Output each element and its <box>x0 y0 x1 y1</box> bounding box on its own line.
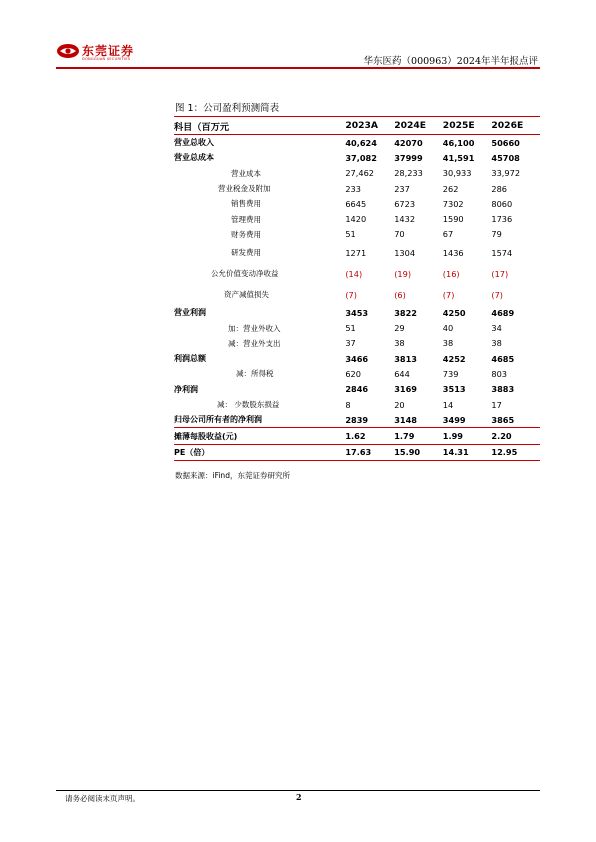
table-cell: 67 <box>442 229 454 240</box>
row-label: 公允价值变动净收益 <box>211 269 279 279</box>
table-cell: 3466 <box>345 353 369 364</box>
table-cell: 3822 <box>394 307 417 318</box>
table-row <box>174 284 540 305</box>
table-cell: 1736 <box>491 214 513 225</box>
table-cell: 1.99 <box>443 428 492 444</box>
table-cell: 620 <box>345 368 361 379</box>
table-cell: (16) <box>442 268 460 279</box>
table-cell: 70 <box>394 229 405 240</box>
table-row <box>174 336 540 351</box>
table-cell: 8 <box>345 399 351 410</box>
table-cell: 4689 <box>491 307 515 318</box>
table-cell: 51 <box>345 323 356 334</box>
logo-text: 东莞证券 <box>82 44 135 58</box>
table-cell: 27,462 <box>345 168 374 179</box>
page-number: 2 <box>296 792 302 802</box>
logo-subtitle: DONGGUAN SECURITIES <box>82 57 131 61</box>
table-row <box>174 227 540 242</box>
table-cell: (14) <box>345 268 363 279</box>
table-cell: 4250 <box>442 307 466 318</box>
table-header-row <box>174 117 540 135</box>
table-cell: 237 <box>394 183 410 194</box>
table-cell: 38 <box>442 338 454 349</box>
table-cell: 1271 <box>345 247 367 258</box>
table-row <box>174 150 540 165</box>
table-cell: 3148 <box>394 414 417 425</box>
table-cell: 46,100 <box>442 137 475 148</box>
table-row <box>174 135 540 151</box>
row-label: 营业成本 <box>231 168 261 178</box>
table-cell: 3169 <box>394 384 417 395</box>
row-label: PE（倍） <box>174 444 345 460</box>
row-label: 管理费用 <box>231 214 261 224</box>
column-header: 2023A <box>345 117 394 135</box>
row-label: 利润总额 <box>174 354 206 364</box>
table-cell: 3453 <box>345 307 369 318</box>
table-row <box>174 263 540 284</box>
table-cell: 50660 <box>491 137 520 148</box>
table-cell: (7) <box>345 289 357 300</box>
row-label: 营业税金及附加 <box>218 184 271 194</box>
table-cell: 233 <box>345 183 361 194</box>
table-cell: 38 <box>394 338 405 349</box>
table-cell: 38 <box>491 338 502 349</box>
row-label: 减： 少数股东损益 <box>217 400 280 409</box>
company-logo <box>56 42 146 64</box>
table-cell: 37,082 <box>345 152 377 163</box>
table-cell: 37999 <box>394 152 423 163</box>
table-cell: 40 <box>442 323 454 334</box>
table-cell: 2.20 <box>491 428 540 444</box>
table-cell: 41,591 <box>442 152 475 163</box>
table-row <box>174 428 540 444</box>
table-cell: 3813 <box>394 353 417 364</box>
table-cell: (17) <box>491 268 509 279</box>
table-cell: 28,233 <box>394 168 423 179</box>
table-row <box>174 366 540 381</box>
table-cell: 20 <box>394 399 405 410</box>
table-cell: 17 <box>491 399 502 410</box>
table-cell: 17.63 <box>345 444 394 460</box>
table-cell: 14 <box>442 399 454 410</box>
row-label: 减：所得税 <box>236 369 274 379</box>
table-row <box>174 166 540 181</box>
row-label: 资产减值损失 <box>224 290 269 300</box>
row-label: 摊薄每股收益(元) <box>174 428 345 444</box>
table-cell: 1420 <box>345 214 367 225</box>
table-cell: 1574 <box>491 247 513 258</box>
table-row <box>174 382 540 397</box>
header-rule <box>56 67 540 69</box>
table-cell: 30,933 <box>442 168 472 179</box>
table-cell: 644 <box>394 368 410 379</box>
table-cell: (6) <box>394 289 406 300</box>
table-cell: 6723 <box>394 198 416 209</box>
column-header: 科目（百万元 <box>174 117 345 135</box>
table-row <box>174 412 540 428</box>
table-cell: 37 <box>345 338 356 349</box>
table-cell: 34 <box>491 323 502 334</box>
table-row <box>174 305 540 320</box>
table-cell: 286 <box>491 183 508 194</box>
figure-caption: 图 1：公司盈利预测简表 <box>175 103 280 114</box>
table-row <box>174 320 540 335</box>
row-label: 营业总收入 <box>174 138 214 148</box>
row-label: 营业总成本 <box>174 153 214 163</box>
table-cell: 262 <box>442 183 459 194</box>
table-cell: (7) <box>491 289 503 300</box>
table-cell: 15.90 <box>394 444 443 460</box>
table-row <box>174 211 540 226</box>
column-header: 2025E <box>443 117 492 135</box>
logo-mark-icon <box>56 43 80 59</box>
table-cell: 42070 <box>394 137 423 148</box>
table-cell: 2846 <box>345 384 369 395</box>
table-cell: 12.95 <box>491 444 540 460</box>
row-label: 加：营业外收入 <box>228 323 281 333</box>
table-cell: 3499 <box>442 414 466 425</box>
column-header: 2026E <box>491 117 540 135</box>
table-cell: 3883 <box>491 384 515 395</box>
table-cell: 3513 <box>442 384 466 395</box>
report-title: 华东医药（000963）2024年半年报点评 <box>363 56 538 67</box>
table-cell: 3865 <box>491 414 515 425</box>
table-row <box>174 444 540 460</box>
row-label: 营业利润 <box>174 308 206 318</box>
table-row <box>174 181 540 196</box>
row-label: 净利润 <box>174 384 198 394</box>
table-cell: 6645 <box>345 198 367 209</box>
table-cell: 51 <box>345 229 356 240</box>
table-cell: 14.31 <box>443 444 492 460</box>
table-cell: 45708 <box>491 152 520 163</box>
table-row <box>174 242 540 263</box>
disclaimer-note: 请务必阅读末页声明。 <box>65 794 140 803</box>
table-row <box>174 397 540 412</box>
row-label: 归母公司所有者的净利润 <box>174 415 262 425</box>
table-cell: 4685 <box>491 353 515 364</box>
row-label: 财务费用 <box>231 229 261 239</box>
table-cell: 1432 <box>394 214 416 225</box>
table-cell: 7302 <box>442 198 464 209</box>
footer-rule <box>56 790 540 791</box>
table-cell: 29 <box>394 323 405 334</box>
row-label: 减：营业外支出 <box>228 338 281 348</box>
table-cell: 2839 <box>345 414 369 425</box>
table-cell: 1590 <box>442 214 464 225</box>
table-cell: 1304 <box>394 247 416 258</box>
table-row <box>174 351 540 366</box>
table-cell: (7) <box>442 289 455 300</box>
table-cell: 8060 <box>491 198 513 209</box>
earnings-forecast-table <box>174 116 540 461</box>
table-cell: 40,624 <box>345 137 377 148</box>
table-cell: 1.79 <box>394 428 443 444</box>
table-cell: (19) <box>394 268 412 279</box>
table-cell: 803 <box>491 368 508 379</box>
table-cell: 4252 <box>442 353 466 364</box>
table-cell: 1436 <box>442 247 464 258</box>
table-row <box>174 196 540 211</box>
column-header: 2024E <box>394 117 443 135</box>
row-label: 研发费用 <box>231 248 261 258</box>
table-cell: 33,972 <box>491 168 521 179</box>
data-source: 数据来源：iFind，东莞证券研究所 <box>175 471 290 480</box>
table-cell: 79 <box>491 229 502 240</box>
row-label: 销售费用 <box>231 199 261 209</box>
table-cell: 739 <box>442 368 459 379</box>
table-cell: 1.62 <box>345 428 394 444</box>
